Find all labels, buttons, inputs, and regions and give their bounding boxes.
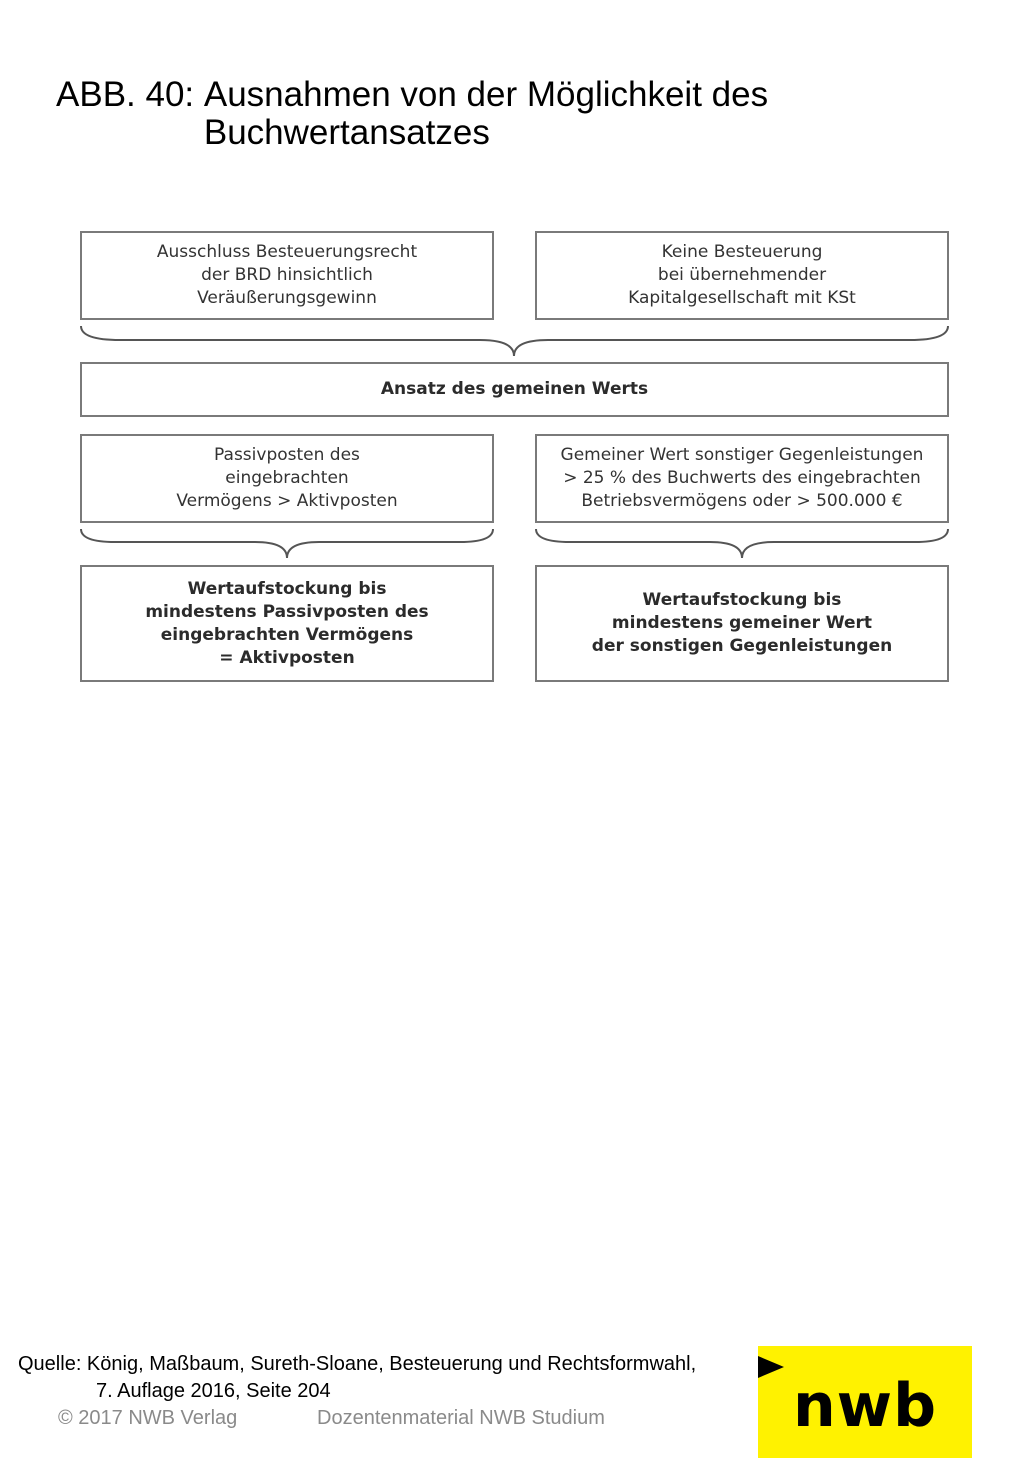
brace-left (81, 529, 493, 558)
box-exclusion-taxation-right: Ausschluss Besteuerungsrecht der BRD hinsichtlich Veräußerungsgewinn (80, 231, 494, 320)
brace-top (81, 326, 948, 356)
footer-material: Dozentenmaterial NWB Studium (317, 1407, 605, 1429)
box-other-consideration: Gemeiner Wert sonstiger Gegenleistungen > 25 % des Buchwerts des eingebrachten Betriebsvermögens oder > 500.000 € (535, 434, 949, 523)
source-line-2: 7. Auflage 2016, Seite 204 (96, 1380, 331, 1402)
footer-copyright: © 2017 NWB Verlag (58, 1407, 238, 1429)
play-arrow-icon[interactable] (758, 1356, 784, 1378)
box-no-taxation-corporation: Keine Besteuerung bei übernehmender Kapitalgesellschaft mit KSt (535, 231, 949, 320)
box-stepup-consideration: Wertaufstockung bis mindestens gemeiner Wert der sonstigen Gegenleistungen (535, 565, 949, 682)
figure-number: ABB. 40: (56, 75, 204, 114)
nwb-logo (758, 1346, 972, 1458)
box-stepup-liabilities: Wertaufstockung bis mindestens Passivposten des eingebrachten Vermögens = Aktivposten (80, 565, 494, 682)
figure-title: Ausnahmen von der Möglichkeit des Buchwertansatzes (203, 75, 769, 152)
source-line-1: Quelle: König, Maßbaum, Sureth-Sloane, Besteuerung und Rechtsformwahl, (18, 1353, 697, 1375)
brace-connectors (0, 0, 1024, 700)
logo-text: nwb (792, 1371, 938, 1441)
source-citation (18, 1351, 696, 1405)
box-liabilities-exceed-assets: Passivposten des eingebrachten Vermögens > Aktivposten (80, 434, 494, 523)
box-fair-value-approach: Ansatz des gemeinen Werts (80, 362, 949, 417)
brace-right (536, 529, 948, 558)
